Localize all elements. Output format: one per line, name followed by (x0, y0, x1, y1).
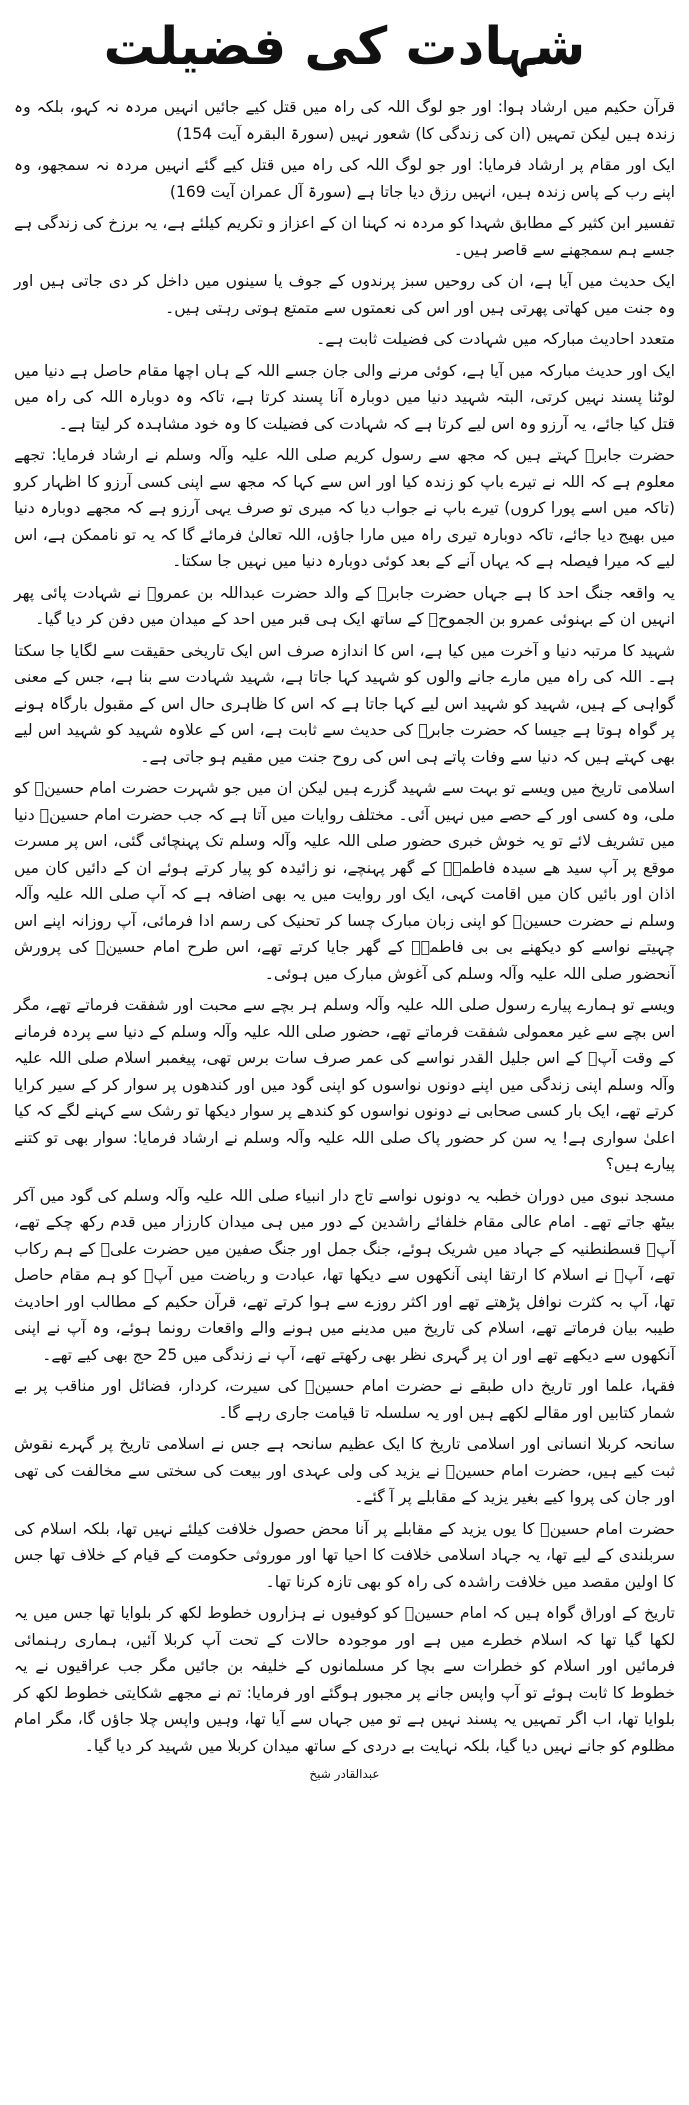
article-paragraph: ایک حدیث میں آیا ہے، ان کی روحیں سبز پرندوں کے جوف یا سینوں میں داخل کر دی جاتی ہیں اور وہ جنت میں کھاتی پھرتی ہیں اور اس کی نعمتوں سے متمتع ہوتی رہتی ہیں۔ (14, 272, 675, 317)
article-paragraph: حضرت امام حسینؓ کا یوں یزید کے مقابلے پر آنا محض حصول خلافت کیلئے نہیں تھا، بلکہ اسلام کی سربلندی کے لیے تھا، یہ جہاد اسلامی خلافت کا احیا تھا اور موروثی حکومت کے قیام کے خلاف تھا جس کا اولین مقصد میں خلافت راشدہ کی راہ کو بھی تازہ کرنا تھا۔ (14, 1519, 675, 1591)
article-title: شہادت کی فضیلت (103, 17, 586, 77)
article-paragraph: متعدد احادیث مبارکہ میں شہادت کی فضیلت ثابت ہے۔ (316, 330, 675, 348)
article-paragraph: شہید کا مرتبہ دنیا و آخرت میں کیا ہے، اس کا اندازہ صرف اس ایک تاریخی حقیقت سے لگایا جا سکتا ہے۔ اللہ کی راہ میں مارے جانے والوں کو شہید کہا جاتا ہے، شہید شہادت سے بنا ہے، جس کے معنی گواہی کے ہیں، شہید کو شہید اس لیے کہا جاتا ہے کہ اس کا ظاہری حال اس کے مقبول بارگاہ ہونے پر گواہ ہوتا ہے جیسا کہ حضرت جابرؓ کی حدیث سے ثابت ہے، اس کے علاوہ شہید کو شہید اس لیے بھی کہتے ہیں کہ دنیا سے وفات پاتے ہی اس کی روح جنت میں مقیم ہو جاتی ہے۔ (14, 641, 675, 766)
author-byline: عبدالقادر شیخ (309, 1767, 380, 1781)
article-paragraph: مسجد نبوی میں دوران خطبہ یہ دونوں نواسے تاج دار انبیاء صلی اللہ علیہ وآلہ وسلم کی گود میں آکر بیٹھ جاتے تھے۔ امام عالی مقام خلفائے راشدین کے دور میں ہی میدان کارزار میں قدم رکھ چکے تھے، آپؓ قسطنطنیہ کے جہاد میں شریک ہوئے، جنگ جمل اور جنگ صفین میں حضرت علیؓ کے ہم رکاب تھے، آپؓ نے اسلام کا ارتقا اپنی آنکھوں سے دیکھا تھا، عبادت و ریاضت میں آپؓ کو ہم مقام حاصل تھا، آپ بہ کثرت نوافل پڑھتے تھے اور اکثر روزے سے ہوا کرتے تھے، قرآن حکیم کے مطالب اور احادیث طیبہ بیان فرماتے تھے، اسلام کی تاریخ میں مدینے میں ہونے والے واقعات رونما ہوئے، وہ آپ نے اپنی آنکھوں سے دیکھے تھے اور ان پر گہری نظر بھی رکھتے تھے، آپ نے زندگی میں 25 حج بھی کیے تھے۔ (14, 1186, 675, 1364)
article-paragraph: یہ واقعہ جنگ احد کا ہے جہاں حضرت جابرؓ کے والد حضرت عبداللہ بن عمروؓ نے شہادت پائی پھر انہیں ان کے بہنوئی عمرو بن الجموحؓ کے ساتھ ایک ہی قبر میں احد کے میدان میں دفن کر دیا گیا۔ (14, 583, 675, 628)
article-paragraph: قرآن حکیم میں ارشاد ہوا: اور جو لوگ اللہ کی راہ میں قتل کیے جائیں انہیں مردہ نہ کہو، بلکہ وہ زندہ ہیں لیکن تمہیں (ان کی زندگی کا) شعور نہیں (سورۃ البقرہ آیت 154) (14, 98, 675, 143)
article-paragraph: تاریخ کے اوراق گواہ ہیں کہ امام حسینؓ کو کوفیوں نے ہزاروں خطوط لکھ کر بلوایا تھا جس میں یہ لکھا گیا تھا کہ اسلام خطرے میں ہے اور موجودہ حالات کے تحت آپ کربلا آئیں، ہماری رہنمائی فرمائیں اور اسلام کو خطرات سے بچا کر مسلمانوں کے خلیفہ بن جائیں مگر جب عراقیوں نے یہ خطوط کا ثابت ہوئے تو آپ واپس جانے پر مجبور ہوگئے اور فرمایا: تم نے مجھے شکایتی خطوط لکھ کر بلوایا تھا، اب اگر تمہیں یہ پسند نہیں ہے تو میں جہاں سے آیا تھا، وہیں واپس چلا جاؤں گا، مگر امام مظلوم کو جانے نہیں دیا گیا، بلکہ نہایت بے دردی کے ساتھ میدان کربلا میں شہید کر دیا گیا۔ (14, 1604, 675, 1755)
article-body (14, 94, 675, 1759)
article-paragraph: ایک اور حدیث مبارکہ میں آیا ہے، کوئی مرنے والی جان جسے اللہ کے ہاں اچھا مقام حاصل ہے دنیا میں لوٹنا پسند نہیں کرتی، البتہ شہید دنیا میں دوبارہ آنا پسند کرتا ہے، تاکہ وہ دوبارہ اللہ کی راہ میں قتل کیا جائے، یہ آرزو وہ اس لیے کرتا ہے کہ شہادت کی فضیلت کا وہ خود مشاہدہ کر لیتا ہے۔ (14, 361, 675, 433)
article-paragraph: فقہا، علما اور تاریخ داں طبقے نے حضرت امام حسینؓ کی سیرت، کردار، فضائل اور مناقب پر بے شمار کتابیں اور مقالے لکھے ہیں اور یہ سلسلہ تا قیامت جاری رہے گا۔ (14, 1377, 675, 1422)
article-paragraph: تفسیر ابن کثیر کے مطابق شہدا کو مردہ نہ کہنا ان کے اعزاز و تکریم کیلئے ہے، یہ برزخ کی زندگی ہے جسے ہم سمجھنے سے قاصر ہیں۔ (14, 214, 675, 259)
article-paragraph: ویسے تو ہمارے پیارے رسول صلی اللہ علیہ وآلہ وسلم ہر بچے سے محبت اور شفقت فرماتے تھے، مگر اس بچے سے غیر معمولی شفقت فرماتے تھے، حضور صلی اللہ علیہ وآلہ وسلم کے دنیا سے پردہ فرمانے کے وقت آپؓ کے اس جلیل القدر نواسے کی عمر صرف سات برس تھی، پیغمبر اسلام صلی اللہ علیہ وآلہ وسلم اپنی زندگی میں اپنے دونوں نواسوں کو اپنی گود میں اور کندھوں پر سوار کر کے سیر کرایا کرتے تھے، ایک بار کسی صحابی نے دونوں نواسوں کو کندھے پر سوار دیکھا تو رشک سے کہنے لگے کہ کیا اعلیٰ سواری ہے! یہ سن کر حضور پاک صلی اللہ علیہ وآلہ وسلم نے ارشاد فرمایا: سوار بھی تو کتنے پیارے ہیں؟ (14, 996, 675, 1173)
article-paragraph: سانحہ کربلا انسانی اور اسلامی تاریخ کا ایک عظیم سانحہ ہے جس نے اسلامی تاریخ پر گہرے نقوش ثبت کیے ہیں، حضرت امام حسینؓ نے یزید کی ولی عہدی اور بیعت کی سختی سے مخالفت کی تھی اور جان کی پروا کیے بغیر یزید کے مقابلے پر آ گئے۔ (14, 1435, 675, 1506)
article-paragraph: ایک اور مقام پر ارشاد فرمایا: اور جو لوگ اللہ کی راہ میں قتل کیے گئے انہیں مردہ نہ سمجھو، وہ اپنے رب کے پاس زندہ ہیں، انہیں رزق دیا جاتا ہے (سورۃ آل عمران آیت 169) (14, 156, 675, 201)
article-paragraph: اسلامی تاریخ میں ویسے تو بہت سے شہید گزرے ہیں لیکن ان میں جو شہرت حضرت امام حسینؓ کو ملی، وہ کسی اور کے حصے میں نہیں آئی۔ مختلف روایات میں آتا ہے کہ جب حضرت امام حسینؓ دنیا میں تشریف لائے تو یہ خوش خبری حضور صلی اللہ علیہ وآلہ وسلم تک پہنچائی گئی، اس پر مسرت موقع پر آپ سید ھے سیدہ فاطمہؓ کے گھر پہنچے، نو زائیدہ کو پیار کرتے ہوئے ان کے دائیں کان میں اذان اور بائیں کان میں اقامت کہی، ایک اور روایت میں یہ بھی اضافہ ہے کہ آپ صلی اللہ علیہ وآلہ وسلم نے حضرت حسینؓ کو اپنی زبان مبارک چسا کر تحنیک کی رسم ادا فرمائی، آپ روزانہ اپنے اس چہیتے نواسے کو دیکھنے بی بی فاطمہؓ کے گھر جایا کرتے تھے، اس طرح امام حسینؓ کی پرورش آنحضور صلی اللہ علیہ وآلہ وسلم کی آغوش مبارک میں ہوئی۔ (14, 779, 675, 983)
article-paragraph: حضرت جابرؓ کہتے ہیں کہ مجھ سے رسول کریم صلی اللہ علیہ وآلہ وسلم نے ارشاد فرمایا: تجھے معلوم ہے کہ اللہ نے تیرے باپ کو زندہ کیا اور اس سے کہا کہ مجھ سے اپنی کسی آرزو کا اظہار کرو (تاکہ میں اسے پورا کروں) تیرے باپ نے جواب دیا کہ میری تو صرف یہی آرزو ہے کہ مجھے دوبارہ دنیا میں بھیج دیا جائے، تاکہ دوبارہ تیری راہ میں مارا جاؤں، اللہ تعالیٰ فرمائے گا کہ یہ تو ناممکن ہے، اس لیے کہ میرا فیصلہ ہے کہ یہاں آنے کے بعد کوئی دوبارہ دنیا میں نہیں جا سکتا۔ (14, 446, 675, 570)
